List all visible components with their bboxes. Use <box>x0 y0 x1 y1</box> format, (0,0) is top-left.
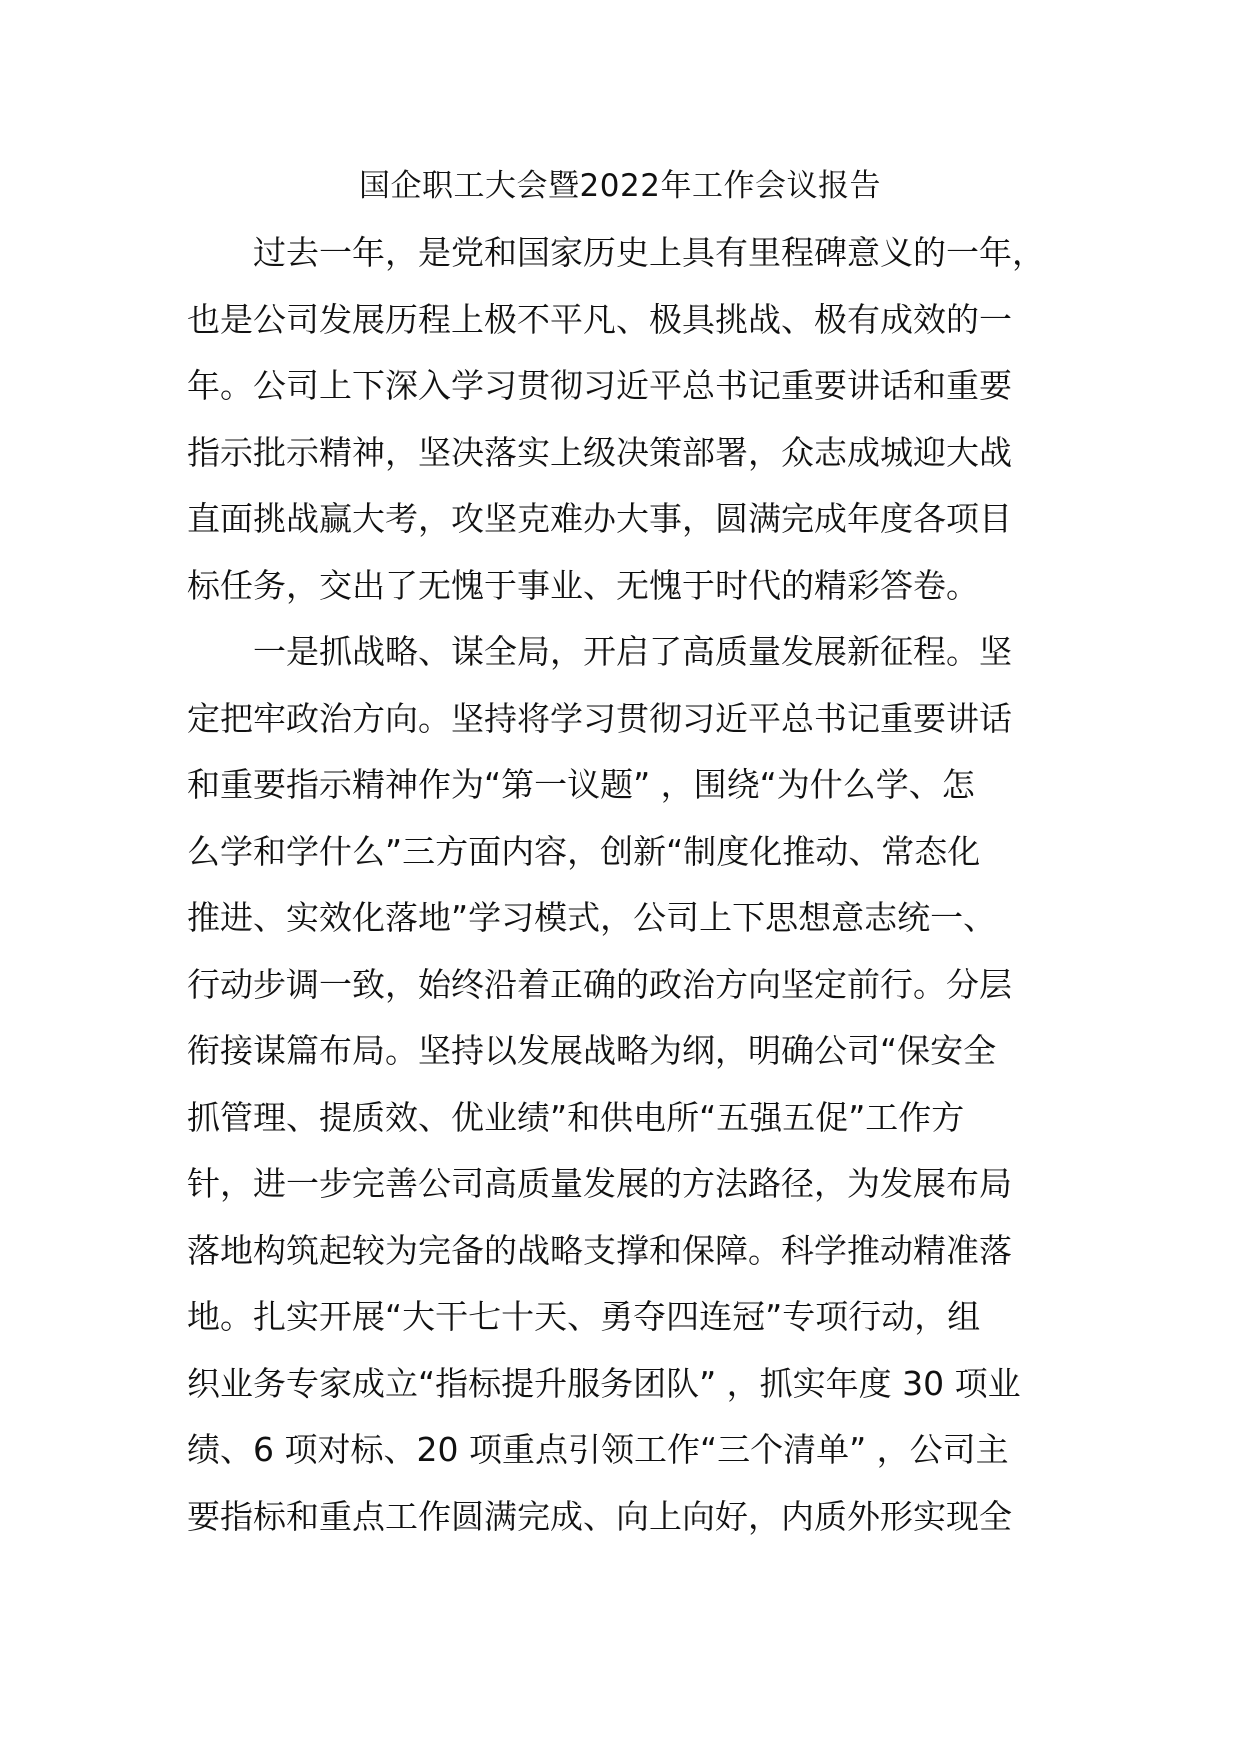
paragraph-2-line-9: 针，进一步完善公司高质量发展的方法路径，为发展布局 <box>187 1164 1012 1203</box>
paragraph-1-line-6: 标任务，交出了无愧于事业、无愧于时代的精彩答卷。 <box>187 565 979 605</box>
paragraph-2-line-10: 落地构筑起较为完备的战略支撑和保障。科学推动精准落 <box>187 1230 1012 1270</box>
paragraph-1-line-2: 也是公司发展历程上极不平凡、极具挑战、极有成效的一 <box>187 299 1012 339</box>
paragraph-2-line-7: 衔接谋篇布局。坚持以发展战略为纲，明确公司“保安全 <box>187 1031 997 1070</box>
paragraph-1-line-3: 年。公司上下深入学习贯彻习近平总书记重要讲话和重要 <box>187 366 1012 405</box>
paragraph-2-line-5: 推进、实效化落地”学习模式，公司上下思想意志统一、 <box>187 898 997 937</box>
paragraph-2-line-6: 行动步调一致，始终沿着正确的政治方向坚定前行。分层 <box>187 964 1012 1004</box>
document-title: 国企职工大会暨2022年工作会议报告 <box>359 168 881 204</box>
paragraph-1-line-5: 直面挑战赢大考，攻坚克难办大事，圆满完成年度各项目 <box>187 499 1012 538</box>
document-body <box>187 230 1067 1560</box>
paragraph-2-line-11: 地。扎实开展“大干七十天、勇夺四连冠”专项行动，组 <box>187 1297 981 1336</box>
paragraph-2-line-13: 绩、6 项对标、20 项重点引领工作“三个清单” ，公司主 <box>187 1430 1009 1469</box>
paragraph-2-line-14: 要指标和重点工作圆满完成、向上向好，内质外形实现全 <box>187 1496 1012 1536</box>
paragraph-2-line-8: 抓管理、提质效、优业绩”和供电所“五强五促”工作方 <box>187 1097 965 1137</box>
paragraph-2-line-2: 定把牢政治方向。坚持将学习贯彻习近平总书记重要讲话 <box>187 698 1012 738</box>
paragraph-2-line-4: 么学和学什么”三方面内容，创新“制度化推动、常态化 <box>187 831 981 871</box>
paragraph-2-line-3: 和重要指示精神作为“第一议题” ，围绕“为什么学、怎 <box>187 765 975 804</box>
paragraph-1-line-4: 指示批示精神，坚决落实上级决策部署，众志成城迎大战 <box>187 432 1012 472</box>
paragraph-2-line-12: 织业务专家成立“指标提升服务团队” ，抓实年度 30 项业 <box>187 1363 1021 1403</box>
paragraph-2-line-1: 一是抓战略、谋全局，开启了高质量发展新征程。坚 <box>253 632 1012 671</box>
paragraph-1-line-1: 过去一年，是党和国家历史上具有里程碑意义的一年， <box>253 233 1045 272</box>
